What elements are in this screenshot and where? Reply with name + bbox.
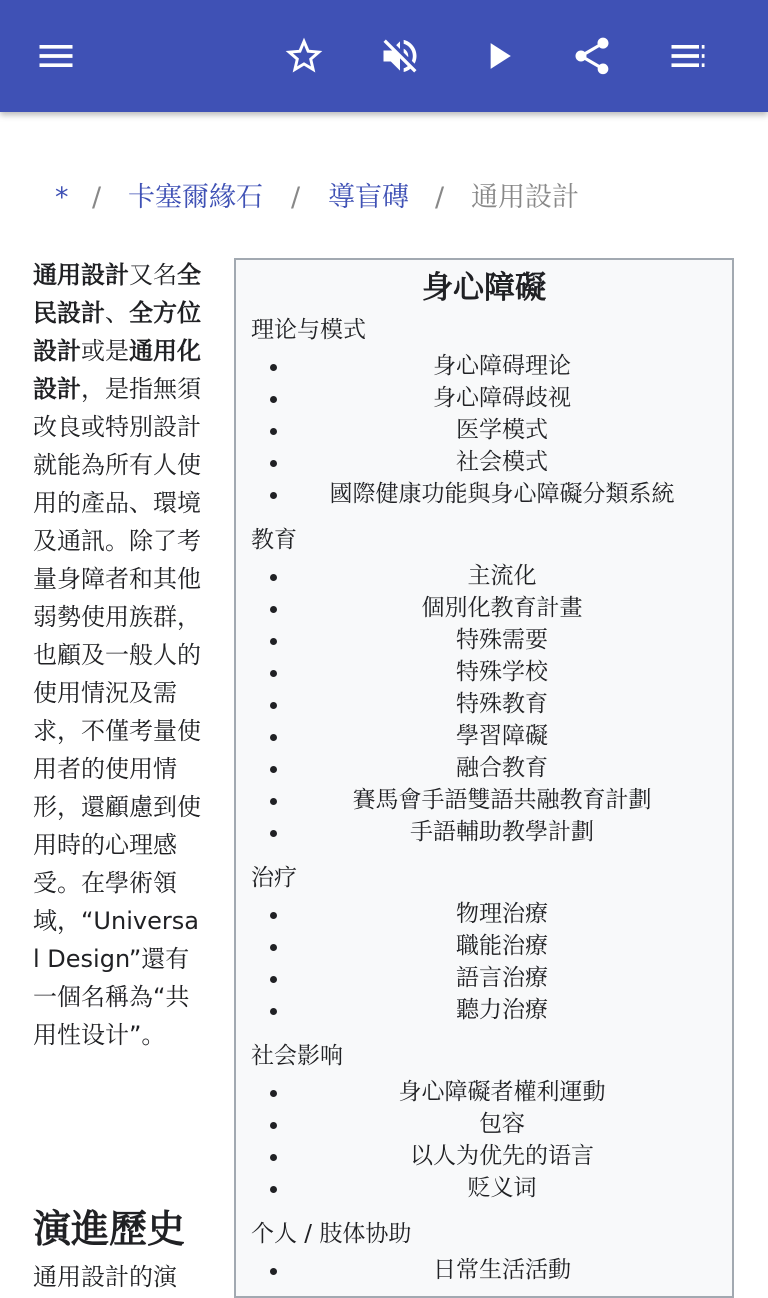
- bullet-icon: [270, 1090, 277, 1097]
- navbox-link[interactable]: 個別化教育計畫: [421, 595, 583, 621]
- bold-term: 通用設計: [33, 261, 129, 289]
- navbox-link[interactable]: 主流化: [467, 563, 537, 589]
- navbox-link[interactable]: 語言治療: [456, 965, 548, 991]
- article-paragraph: 通用設計的演: [33, 1263, 177, 1291]
- bullet-icon: [270, 734, 277, 741]
- bullet-icon: [270, 670, 277, 677]
- navbox-list-item: [236, 446, 732, 478]
- bullet-icon: [270, 1154, 277, 1161]
- bullet-icon: [270, 364, 277, 371]
- navbox-group-title: 教育: [251, 527, 297, 553]
- navbox-group: [236, 1218, 732, 1286]
- navbox-link[interactable]: 特殊学校: [456, 659, 548, 685]
- navbox-list-item: [236, 930, 732, 962]
- navbox-link[interactable]: 身心障礙者權利運動: [398, 1079, 606, 1105]
- bullet-icon: [270, 766, 277, 773]
- navbox-list-item: [236, 560, 732, 592]
- navbox-list-item: [236, 382, 732, 414]
- navbox-list-item: [236, 478, 732, 510]
- navbox-list: [236, 898, 732, 1026]
- navbox-link[interactable]: 特殊需要: [456, 627, 548, 653]
- bullet-icon: [270, 428, 277, 435]
- contents-button[interactable]: [664, 32, 712, 80]
- navbox-list-item: [236, 720, 732, 752]
- navbox-link[interactable]: 國際健康功能與身心障礙分類系統: [329, 481, 675, 507]
- share-icon: [570, 34, 614, 78]
- bullet-icon: [270, 1008, 277, 1015]
- bullet-icon: [270, 944, 277, 951]
- navbox-list-item: [236, 592, 732, 624]
- article-text: 、: [105, 299, 129, 327]
- navbox-list: [236, 1254, 732, 1286]
- navbox-list-item: [236, 1172, 732, 1204]
- navbox-list-item: [236, 898, 732, 930]
- navbox-group: [236, 524, 732, 848]
- navbox-link[interactable]: 身心障碍歧视: [433, 385, 571, 411]
- mute-button[interactable]: [376, 32, 424, 80]
- article-text: 或是: [81, 337, 129, 365]
- bullet-icon: [270, 396, 277, 403]
- bullet-icon: [270, 574, 277, 581]
- navbox-link[interactable]: 医学模式: [456, 417, 548, 443]
- bullet-icon: [270, 798, 277, 805]
- bullet-icon: [270, 460, 277, 467]
- navbox-list-item: [236, 414, 732, 446]
- navbox-group-title: 理论与模式: [251, 317, 366, 343]
- bullet-icon: [270, 702, 277, 709]
- star-outline-icon: [282, 34, 326, 78]
- play-icon: [476, 34, 520, 78]
- navbox: [234, 258, 734, 1298]
- navbox-link[interactable]: 職能治療: [456, 933, 548, 959]
- bold-term: 通用化設計: [33, 337, 201, 403]
- navbox-list-item: [236, 784, 732, 816]
- breadcrumb-separator: /: [92, 182, 102, 213]
- navbox-group: [236, 1040, 732, 1204]
- navbox-list-item: [236, 624, 732, 656]
- navbox-link[interactable]: 包容: [479, 1111, 525, 1137]
- bold-term: 全民設計: [33, 261, 201, 327]
- navbox-link[interactable]: 手語輔助教學計劃: [410, 819, 594, 845]
- navbox-link[interactable]: 學習障礙: [456, 723, 548, 749]
- navbox-link[interactable]: 融合教育: [456, 755, 548, 781]
- navbox-group: [236, 862, 732, 1026]
- navbox-link[interactable]: 特殊教育: [456, 691, 548, 717]
- volume-off-icon: [378, 34, 422, 78]
- navbox-list-item: [236, 688, 732, 720]
- navbox-group-title: 个人 / 肢体协助: [251, 1221, 412, 1247]
- breadcrumb-current: 通用設計: [471, 182, 579, 213]
- section-heading: 演進歷史: [33, 1206, 186, 1251]
- bullet-icon: [270, 1122, 277, 1129]
- navbox-group: [236, 314, 732, 510]
- bookmark-button[interactable]: [280, 32, 328, 80]
- breadcrumb-item-tactile-paving[interactable]: 導盲磚: [328, 182, 409, 213]
- navbox-list-item: [236, 1140, 732, 1172]
- navbox-title: 身心障礙: [422, 270, 546, 306]
- navbox-list-item: [236, 962, 732, 994]
- navbox-link[interactable]: 社会模式: [456, 449, 548, 475]
- article-text: ，是指無須改良或特別設計就能為所有人使用的產品、環境及通訊。除了考量身障者和其他弱勢使用族群，也顧及一般人的使用情況及需求，不僅考量使用者的使用情形，還顧慮到使用時的心理感受。在學術領域，“Universal Design”還有一個名稱為“共用性设计”。: [33, 375, 201, 1049]
- navbox-list-item: [236, 752, 732, 784]
- navbox-list-item: [236, 816, 732, 848]
- breadcrumb: [0, 176, 768, 220]
- article-lead-paragraph: [33, 256, 205, 1054]
- breadcrumb-separator: /: [435, 182, 445, 213]
- bold-term: 全方位設計: [33, 299, 201, 365]
- breadcrumb-item-root[interactable]: *: [55, 182, 69, 213]
- navbox-link[interactable]: 賽馬會手語雙語共融教育計劃: [352, 787, 652, 813]
- bullet-icon: [270, 638, 277, 645]
- bullet-icon: [270, 912, 277, 919]
- navbox-list-item: [236, 350, 732, 382]
- bullet-icon: [270, 606, 277, 613]
- bullet-icon: [270, 830, 277, 837]
- bullet-icon: [270, 1186, 277, 1193]
- navbox-list: [236, 350, 732, 510]
- breadcrumb-item-kassel-kerb[interactable]: 卡塞爾緣石: [128, 182, 263, 213]
- bullet-icon: [270, 976, 277, 983]
- navbox-list-item: [236, 656, 732, 688]
- navbox-list: [236, 560, 732, 848]
- article-text: 又名: [129, 261, 177, 289]
- navbox-list-item: [236, 1254, 732, 1286]
- navbox-link[interactable]: 物理治療: [456, 901, 548, 927]
- navbox-list-item: [236, 1108, 732, 1140]
- menu-icon: [34, 34, 78, 78]
- playlist-icon: [666, 34, 710, 78]
- bullet-icon: [270, 492, 277, 499]
- navbox-link[interactable]: 聽力治療: [456, 997, 548, 1023]
- navbox-link[interactable]: 贬义词: [467, 1175, 537, 1201]
- navbox-groups: [236, 314, 732, 1286]
- app-bar: [0, 0, 768, 112]
- play-button[interactable]: [474, 32, 522, 80]
- menu-button[interactable]: [32, 32, 80, 80]
- breadcrumb-separator: /: [291, 182, 301, 213]
- navbox-group-title: 社会影响: [251, 1043, 343, 1069]
- navbox-list-item: [236, 994, 732, 1026]
- navbox-link[interactable]: 身心障碍理论: [433, 353, 571, 379]
- share-button[interactable]: [568, 32, 616, 80]
- navbox-list-item: [236, 1076, 732, 1108]
- navbox-link[interactable]: 以人为优先的语言: [410, 1143, 594, 1169]
- navbox-list: [236, 1076, 732, 1204]
- navbox-link[interactable]: 日常生活活動: [433, 1257, 571, 1283]
- navbox-group-title: 治疗: [251, 865, 297, 891]
- bullet-icon: [270, 1268, 277, 1275]
